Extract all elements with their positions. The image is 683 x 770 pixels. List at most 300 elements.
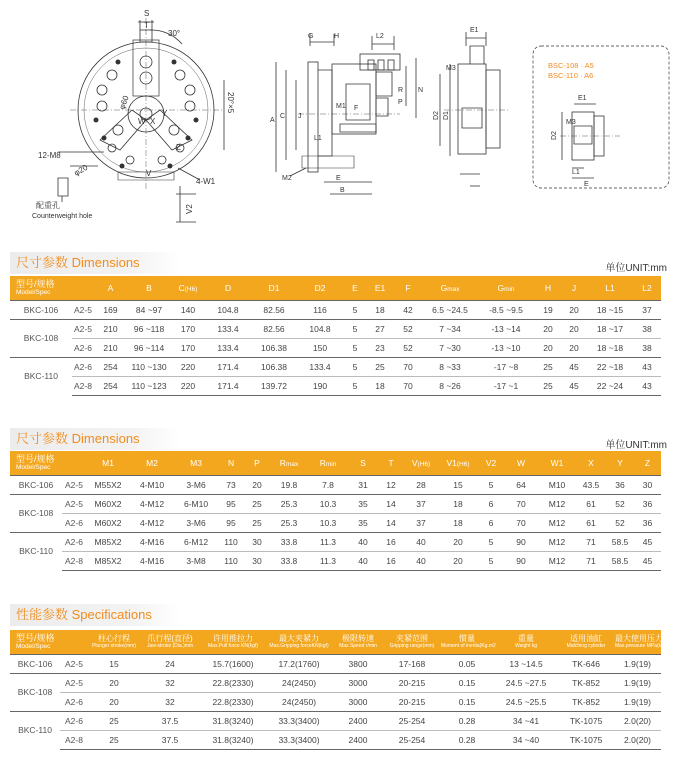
column-header-sub: max	[447, 285, 460, 293]
value-cell: 0.15	[440, 673, 494, 692]
label-L1: L1	[314, 135, 322, 142]
column-header-label: E1	[374, 282, 386, 293]
column-header	[404, 451, 438, 475]
value-cell: 25.3	[270, 494, 308, 513]
value-cell: 90	[504, 532, 538, 551]
label-W: W	[138, 117, 146, 126]
value-cell: 25	[367, 357, 393, 376]
label-X: X	[150, 117, 156, 126]
variant-cell: A2-5	[72, 319, 94, 338]
column-header	[348, 451, 378, 475]
label-C: C	[280, 113, 286, 120]
value-cell: 30	[634, 475, 661, 494]
value-cell: -17 ~8	[477, 357, 535, 376]
column-header	[478, 451, 504, 475]
value-cell: 17.2(1760)	[266, 654, 332, 673]
table-row	[10, 494, 661, 513]
dimensions-title-cn: 尺寸参数	[16, 255, 69, 270]
value-cell: 43.5	[576, 475, 606, 494]
value-cell: 104.8	[205, 300, 251, 319]
model-header-cn: 型号/规格	[16, 454, 55, 465]
column-header-label: V2	[485, 457, 497, 468]
value-cell: 24	[140, 654, 200, 673]
value-cell: 1.9(19)	[614, 673, 661, 692]
value-cell: 20	[88, 692, 140, 711]
value-cell: 4-M12	[130, 513, 174, 532]
value-cell: 12	[378, 475, 404, 494]
label-B: B	[340, 187, 345, 194]
column-header-sub: (H6)	[184, 285, 198, 293]
value-cell: 61	[576, 513, 606, 532]
value-cell: 37.5	[140, 711, 200, 730]
column-header-en: Weight kg	[514, 642, 538, 649]
column-header-label: W	[517, 457, 526, 468]
value-cell: 7 ~30	[423, 338, 477, 357]
dimensions-table-1	[10, 276, 661, 396]
column-header	[266, 630, 332, 654]
model-spec-header	[10, 630, 88, 654]
column-header-label: V1	[446, 457, 457, 468]
value-cell: TK-852	[558, 692, 614, 711]
value-cell: 220	[171, 376, 205, 395]
specs-title-cn: 性能参数	[16, 607, 69, 622]
value-cell: 4-M12	[130, 494, 174, 513]
value-cell: 3800	[332, 654, 384, 673]
value-cell: 18	[367, 300, 393, 319]
value-cell: 45	[634, 532, 661, 551]
column-header	[440, 630, 494, 654]
column-header	[127, 276, 171, 300]
column-header-label: Z	[644, 457, 651, 468]
value-cell: 18 ~15	[587, 300, 633, 319]
value-cell: 22.8(2330)	[200, 692, 266, 711]
label-E: E	[336, 175, 341, 182]
value-cell: 70	[504, 513, 538, 532]
value-cell: 25	[88, 730, 140, 749]
value-cell: 2400	[332, 711, 384, 730]
value-cell: 33.3(3400)	[266, 730, 332, 749]
value-cell: 37	[633, 300, 661, 319]
value-cell: 30	[244, 551, 270, 570]
value-cell: 25	[535, 357, 561, 376]
label-A: A	[270, 117, 275, 124]
cylinder-drawing	[440, 32, 510, 186]
column-header-label: S	[360, 457, 366, 468]
value-cell: 31.8(3240)	[200, 711, 266, 730]
inset-label-E1: E1	[578, 95, 587, 102]
column-header-label: H	[544, 282, 552, 293]
angle-30-label: 30°	[168, 29, 181, 38]
w1-label: 4-W1	[196, 177, 216, 186]
column-header-en: Max.pressure MPa(kgf/cm2)	[615, 642, 678, 649]
value-cell: 210	[94, 338, 127, 357]
value-cell: TK-1075	[558, 730, 614, 749]
value-cell: 52	[393, 319, 423, 338]
column-header	[538, 451, 576, 475]
value-cell: 5	[343, 319, 367, 338]
value-cell: 22 ~18	[587, 357, 633, 376]
table-row	[10, 730, 661, 749]
table-row	[10, 692, 661, 711]
column-header	[270, 451, 308, 475]
value-cell: 30	[244, 532, 270, 551]
value-cell: 11.3	[308, 532, 348, 551]
value-cell: 34 ~40	[494, 730, 558, 749]
variant-cell: A2-5	[62, 494, 86, 513]
column-header	[343, 276, 367, 300]
value-cell: 17-168	[384, 654, 440, 673]
model-cell: BKC-106	[10, 654, 60, 673]
value-cell: 5	[343, 376, 367, 395]
value-cell: 5	[478, 475, 504, 494]
column-header	[171, 276, 205, 300]
variant-cell: A2-8	[62, 551, 86, 570]
column-header-cn: 柱心行程	[98, 633, 131, 643]
column-header-label: L2	[642, 282, 652, 293]
value-cell: 70	[504, 494, 538, 513]
column-header-en: Moment of inertia(Kg.m2	[441, 642, 496, 649]
value-cell: 25-254	[384, 730, 440, 749]
value-cell: 4-M16	[130, 532, 174, 551]
value-cell: 110	[218, 551, 244, 570]
value-cell: 31	[348, 475, 378, 494]
value-cell: 14	[378, 513, 404, 532]
value-cell: 20	[561, 319, 587, 338]
inset-line1: BSC-108 · A5	[548, 61, 594, 70]
value-cell: 16	[378, 551, 404, 570]
specifications-table	[10, 630, 678, 750]
column-header-sub: (H6)	[417, 460, 431, 468]
value-cell: M12	[538, 551, 576, 570]
value-cell: 8 ~26	[423, 376, 477, 395]
value-cell: 20	[438, 532, 478, 551]
value-cell: 10.3	[308, 494, 348, 513]
column-header-label: G	[497, 282, 505, 293]
column-header-cn: 惯量	[459, 633, 476, 643]
value-cell: M10	[538, 475, 576, 494]
model-cell: BKC-108	[10, 319, 72, 357]
value-cell: 5	[343, 338, 367, 357]
value-cell: 133.4	[205, 319, 251, 338]
value-cell: 3-M8	[174, 551, 218, 570]
column-header-label: C	[178, 282, 185, 293]
value-cell: 37.5	[140, 730, 200, 749]
column-header	[587, 276, 633, 300]
value-cell: 19	[535, 300, 561, 319]
value-cell: 6	[478, 494, 504, 513]
column-header	[297, 276, 343, 300]
value-cell: 104.8	[297, 319, 343, 338]
column-header-label: D2	[314, 282, 326, 293]
column-header-label: D1	[268, 282, 280, 293]
value-cell: 27	[367, 319, 393, 338]
model-cell: BKC-108	[10, 673, 60, 711]
value-cell: 0.05	[440, 654, 494, 673]
value-cell: 37	[404, 494, 438, 513]
column-header-sub: (H6)	[456, 460, 470, 468]
column-header-label: M2	[146, 457, 158, 468]
model-spec-header	[10, 451, 86, 475]
variant-cell: A2-6	[60, 692, 88, 711]
column-header-label: L1	[605, 282, 615, 293]
value-cell: 24.5 ~27.5	[494, 673, 558, 692]
column-header	[423, 276, 477, 300]
table-header-row	[10, 276, 661, 300]
column-header	[332, 630, 384, 654]
value-cell: 18	[367, 376, 393, 395]
inset-label-D2: D2	[551, 131, 558, 140]
variant-cell: A2-8	[72, 376, 94, 395]
value-cell: 18 ~17	[587, 319, 633, 338]
column-header	[86, 451, 130, 475]
model-header-en: Model/Spec	[16, 464, 51, 472]
value-cell: 20	[561, 300, 587, 319]
column-header-cn: 夹紧范围	[396, 633, 429, 643]
value-cell: 45	[634, 551, 661, 570]
value-cell: 20	[438, 551, 478, 570]
side-section-drawing	[276, 34, 416, 194]
value-cell: 40	[404, 532, 438, 551]
column-header-label: N	[227, 457, 235, 468]
value-cell: 90	[504, 551, 538, 570]
value-cell: 71	[576, 532, 606, 551]
column-header	[561, 276, 587, 300]
column-header-cn: 重量	[518, 633, 535, 643]
value-cell: 43	[633, 376, 661, 395]
value-cell: 133.4	[205, 338, 251, 357]
value-cell: 18	[438, 513, 478, 532]
label-R: R	[398, 87, 404, 94]
label-V2: V2	[185, 204, 194, 214]
value-cell: M85X2	[86, 551, 130, 570]
value-cell: 254	[94, 376, 127, 395]
model-cell: BKC-110	[10, 357, 72, 395]
value-cell: 45	[561, 357, 587, 376]
inset-label-L1: L1	[572, 169, 580, 176]
table-row	[10, 357, 661, 376]
value-cell: 95	[218, 513, 244, 532]
column-header-label: M3	[190, 457, 202, 468]
value-cell: 96 ~118	[127, 319, 171, 338]
column-header	[558, 630, 614, 654]
column-header-label: W1	[550, 457, 564, 468]
value-cell: 36	[634, 494, 661, 513]
table-row	[10, 654, 661, 673]
model-cell: BKC-106	[10, 475, 62, 494]
technical-drawings	[0, 0, 683, 235]
dimensions-title-cn: 尺寸参数	[16, 431, 69, 446]
column-header	[174, 451, 218, 475]
column-header	[367, 276, 393, 300]
column-header	[88, 630, 140, 654]
label-Z: Z	[176, 143, 181, 152]
value-cell: 8 ~33	[423, 357, 477, 376]
column-header	[494, 630, 558, 654]
label-S: S	[144, 9, 150, 18]
table-header-row	[10, 451, 661, 475]
column-header-label: X	[588, 457, 594, 468]
label-N: N	[418, 87, 424, 94]
column-header-label: E	[352, 282, 358, 293]
value-cell: 32	[140, 692, 200, 711]
dimensions-title-en: Dimensions	[71, 431, 140, 446]
value-cell: 254	[94, 357, 127, 376]
label-V: V	[146, 169, 152, 178]
thread-label: 12-M8	[38, 151, 61, 160]
column-header-en: Max.Gripping forceKN(kgf)	[269, 642, 329, 649]
value-cell: 0.28	[440, 711, 494, 730]
value-cell: M12	[538, 494, 576, 513]
value-cell: 15	[88, 654, 140, 673]
value-cell: 110 ~130	[127, 357, 171, 376]
value-cell: 133.4	[297, 357, 343, 376]
column-header-label: R	[319, 457, 326, 468]
table-row	[10, 551, 661, 570]
variant-cell: A2-6	[62, 513, 86, 532]
value-cell: 25	[244, 494, 270, 513]
value-cell: 96 ~114	[127, 338, 171, 357]
column-header	[308, 451, 348, 475]
value-cell: 3-M6	[174, 475, 218, 494]
value-cell: 7 ~34	[423, 319, 477, 338]
value-cell: 24.5 ~25.5	[494, 692, 558, 711]
label-F: F	[354, 105, 359, 112]
variant-cell: A2-6	[72, 357, 94, 376]
value-cell: 5	[343, 300, 367, 319]
column-header	[244, 451, 270, 475]
value-cell: 15	[438, 475, 478, 494]
value-cell: 18	[438, 494, 478, 513]
value-cell: 35	[348, 513, 378, 532]
column-header	[94, 276, 127, 300]
model-header-cn: 型号/规格	[16, 633, 55, 644]
value-cell: 25	[535, 376, 561, 395]
value-cell: 24(2450)	[266, 692, 332, 711]
value-cell: 6-M10	[174, 494, 218, 513]
value-cell: 37	[404, 513, 438, 532]
label-J: J	[298, 113, 302, 120]
column-header	[251, 276, 297, 300]
value-cell: 1.9(19)	[614, 692, 661, 711]
value-cell: M12	[538, 513, 576, 532]
value-cell: 95	[218, 494, 244, 513]
value-cell: 220	[171, 357, 205, 376]
column-header-label: M1	[102, 457, 114, 468]
value-cell: 28	[404, 475, 438, 494]
value-cell: 6-M12	[174, 532, 218, 551]
column-header-label: A	[107, 282, 114, 293]
dimensions-title-1	[10, 252, 182, 274]
model-cell: BKC-110	[10, 532, 62, 570]
table-row	[10, 673, 661, 692]
column-header-label: R	[279, 457, 286, 468]
counterweight-cn: 配重孔	[36, 201, 60, 210]
value-cell: 0.28	[440, 730, 494, 749]
column-header	[633, 276, 661, 300]
value-cell: 38	[633, 319, 661, 338]
column-header	[535, 276, 561, 300]
model-cell: BKC-106	[10, 300, 72, 319]
value-cell: 42	[393, 300, 423, 319]
column-header-en: Max.Pull force KN(kgf)	[208, 642, 259, 649]
value-cell: 2400	[332, 730, 384, 749]
value-cell: 25-254	[384, 711, 440, 730]
value-cell: 171.4	[205, 357, 251, 376]
column-header-label: T	[388, 457, 394, 468]
value-cell: 64	[504, 475, 538, 494]
value-cell: M60X2	[86, 513, 130, 532]
column-header-label: J	[571, 282, 577, 293]
value-cell: 70	[393, 357, 423, 376]
value-cell: 45	[561, 376, 587, 395]
value-cell: M55X2	[86, 475, 130, 494]
column-header	[438, 451, 478, 475]
value-cell: 36	[606, 475, 634, 494]
value-cell: 82.56	[251, 300, 297, 319]
value-cell: 106.38	[251, 357, 297, 376]
value-cell: 20-215	[384, 673, 440, 692]
value-cell: 20	[244, 475, 270, 494]
table-header-row	[10, 630, 661, 654]
value-cell: 4-M16	[130, 551, 174, 570]
variant-cell: A2-8	[60, 730, 88, 749]
column-header-cn: 许用推拉力	[213, 633, 254, 643]
value-cell: 23	[367, 338, 393, 357]
model-header-en: Model/Spec	[16, 643, 51, 651]
value-cell: 40	[348, 551, 378, 570]
variant-cell: A2-5	[72, 300, 94, 319]
column-header-label: B	[146, 282, 152, 293]
column-header	[393, 276, 423, 300]
value-cell: 52	[393, 338, 423, 357]
value-cell: 169	[94, 300, 127, 319]
label-M1: M1	[336, 103, 346, 110]
label-L2: L2	[376, 33, 384, 40]
column-header	[504, 451, 538, 475]
label-D1: D1	[443, 111, 450, 120]
value-cell: 71	[576, 551, 606, 570]
phi20-label: φ20	[72, 162, 90, 178]
variant-cell: A2-5	[62, 475, 86, 494]
value-cell: 25	[244, 513, 270, 532]
unit-label-2: 单位UNIT:mm	[605, 440, 667, 451]
dimensions-title-en: Dimensions	[71, 255, 140, 270]
variant-cell: A2-5	[60, 654, 88, 673]
value-cell: -13 ~10	[477, 338, 535, 357]
value-cell: 20-215	[384, 692, 440, 711]
value-cell: 5	[343, 357, 367, 376]
value-cell: 3-M6	[174, 513, 218, 532]
value-cell: 24(2450)	[266, 673, 332, 692]
table-row	[10, 475, 661, 494]
label-M3: M3	[446, 65, 456, 72]
value-cell: 34 ~41	[494, 711, 558, 730]
column-header	[140, 630, 200, 654]
value-cell: 25	[88, 711, 140, 730]
value-cell: 140	[171, 300, 205, 319]
table-row	[10, 376, 661, 395]
value-cell: 110 ~123	[127, 376, 171, 395]
inset-line2: BSC-110 · A6	[548, 71, 594, 80]
value-cell: 170	[171, 338, 205, 357]
value-cell: 0.15	[440, 692, 494, 711]
column-header-cn: 极限转速	[342, 633, 375, 643]
table-row	[10, 338, 661, 357]
table-row	[10, 513, 661, 532]
value-cell: 40	[348, 532, 378, 551]
column-header-label: F	[405, 282, 411, 293]
variant-cell: A2-6	[60, 711, 88, 730]
